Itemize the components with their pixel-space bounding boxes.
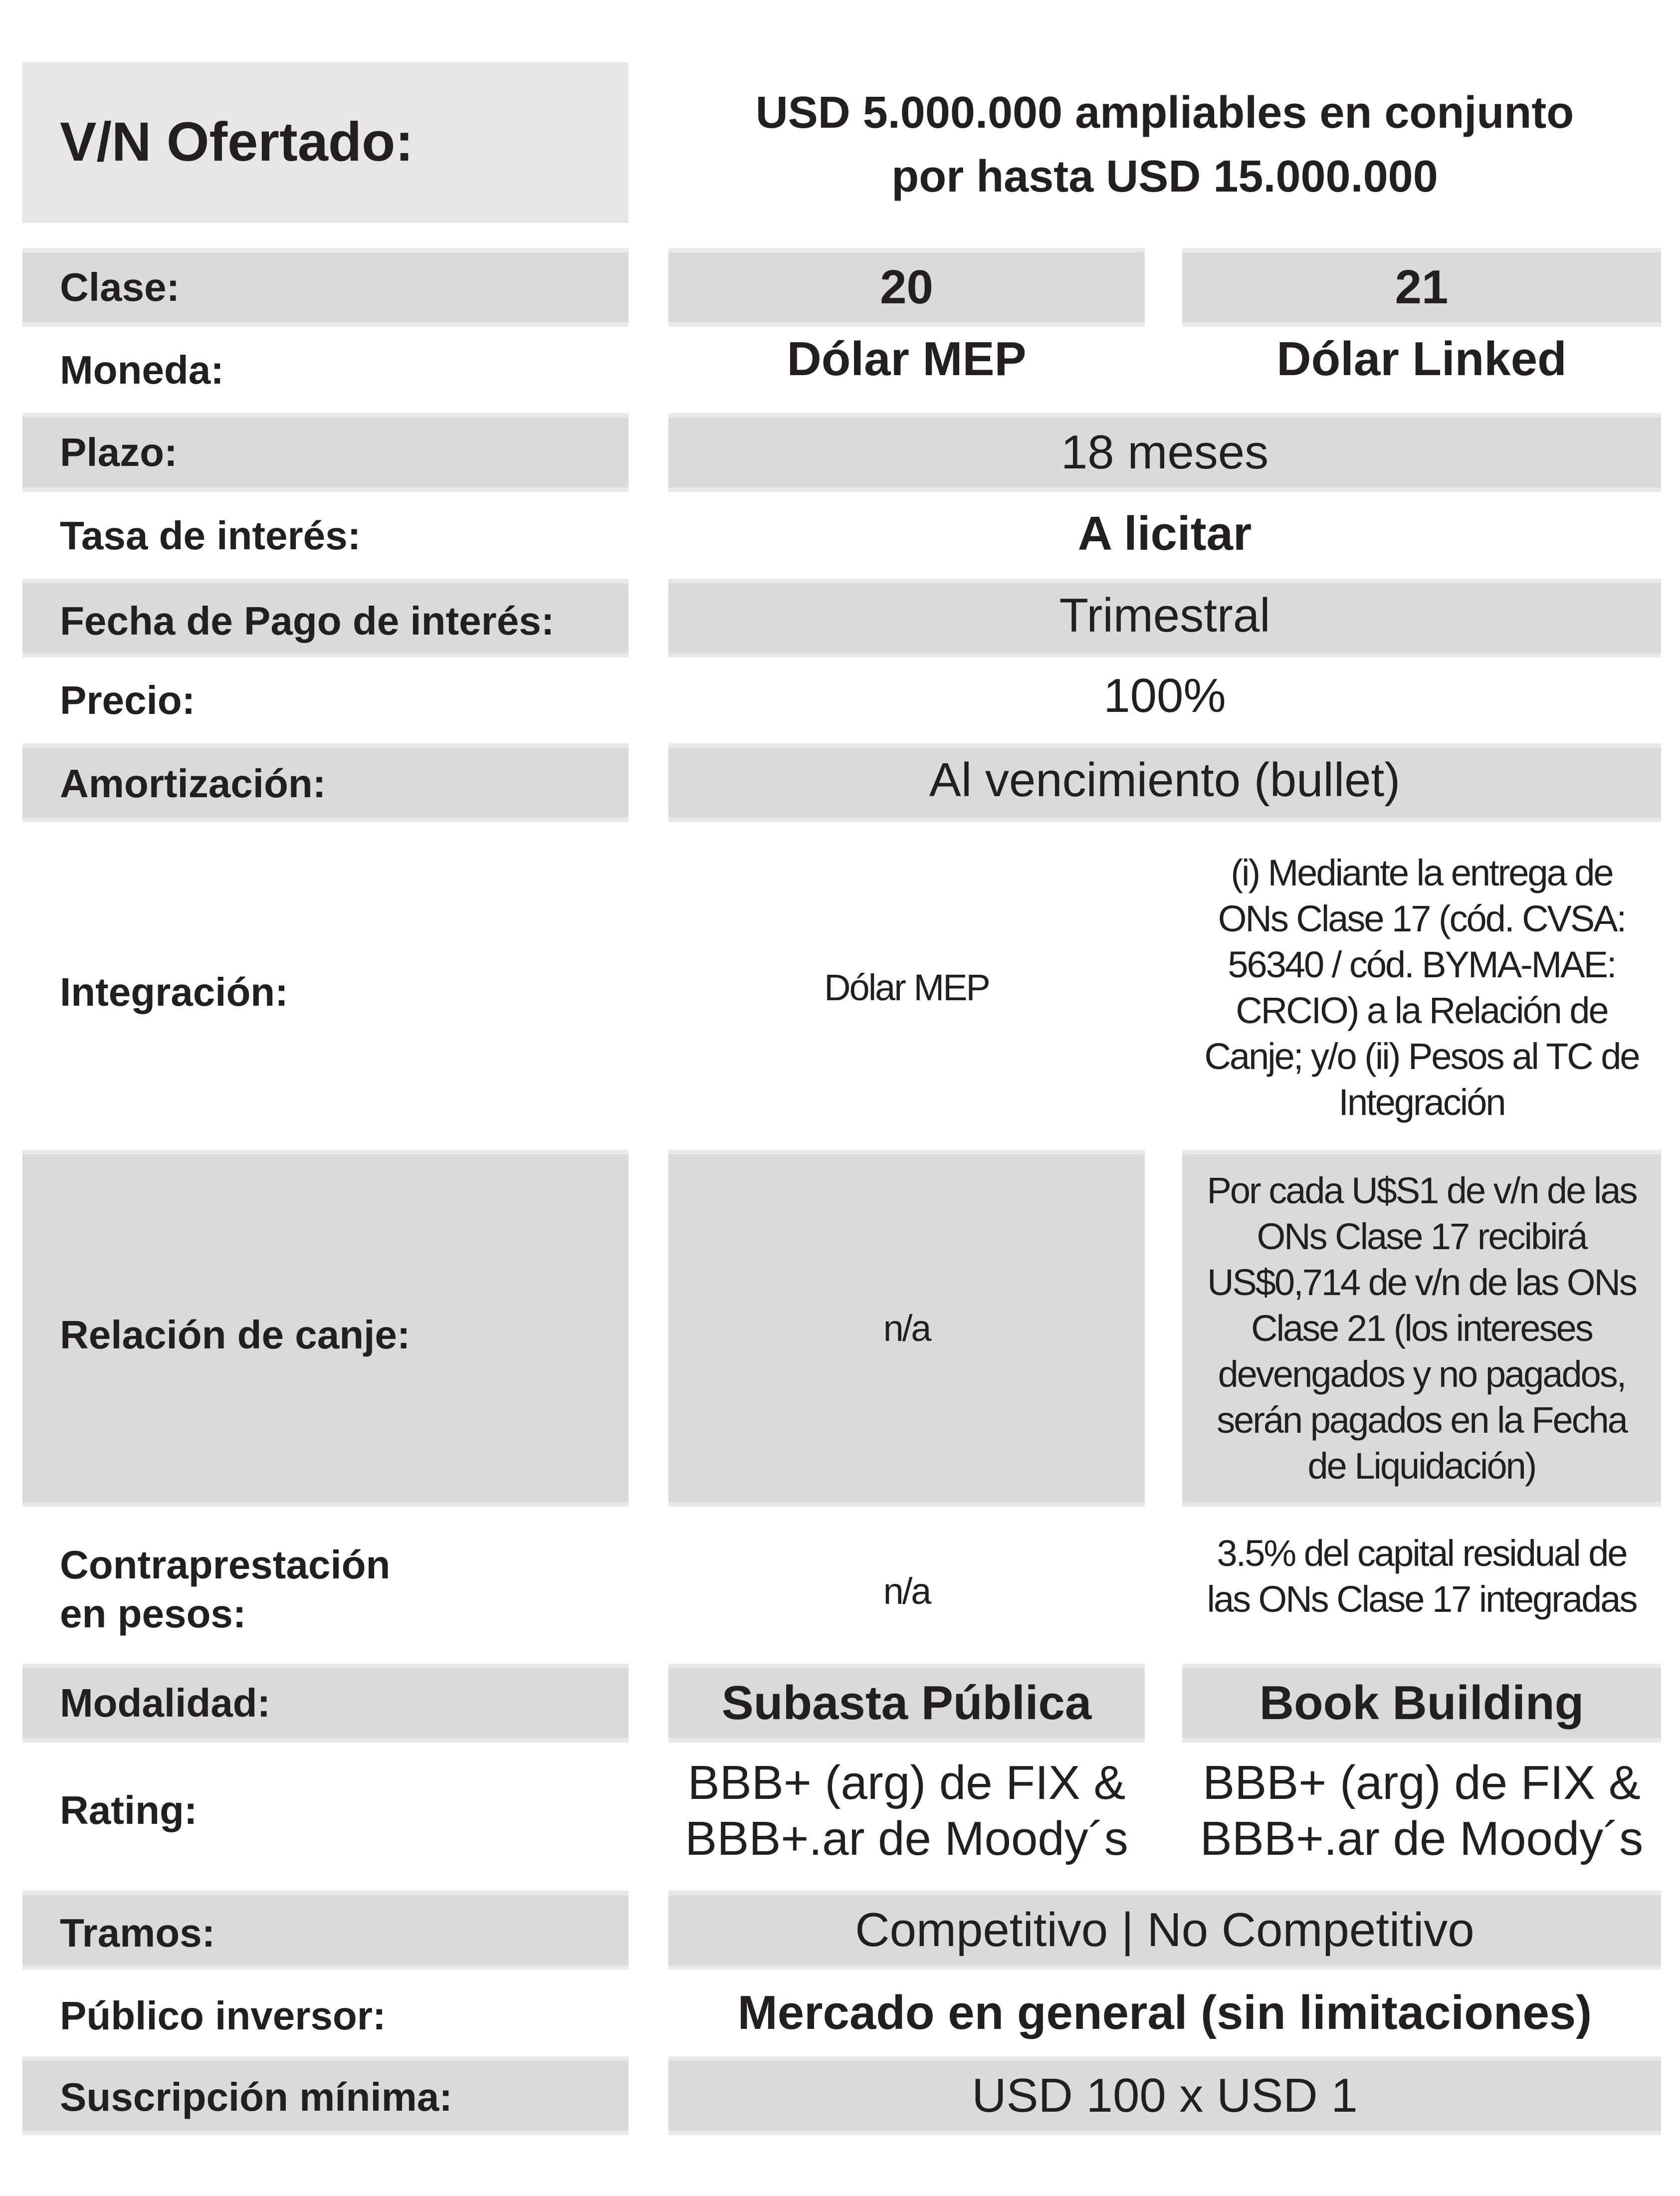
integracion-line: CRCIO) a la Relación de — [1236, 990, 1608, 1031]
relacion-line: US$0,714 de v/n de las ONs — [1207, 1261, 1636, 1303]
clase-21-contraprestacion — [1182, 1527, 1661, 1626]
contraprestacion-line: las ONs Clase 17 integradas — [1207, 1578, 1637, 1620]
label-contraprestacion-line2: en pesos: — [60, 1591, 246, 1636]
label-relacion: Relación de canje: — [60, 1313, 411, 1357]
clase-21-rating — [1182, 1751, 1661, 1871]
label-rating: Rating: — [60, 1788, 198, 1832]
tramos-value: Competitivo | No Competitivo — [855, 1903, 1474, 1957]
integracion-line: Canje; y/o (ii) Pesos al TC de — [1204, 1036, 1639, 1077]
label-fecha-pago: Fecha de Pago de interés: — [60, 599, 555, 643]
header-value-line1: USD 5.000.000 ampliables en conjunto — [755, 88, 1574, 138]
clase-21-moneda: Dólar Linked — [1276, 332, 1567, 386]
clase-21-integracion — [1182, 848, 1661, 1127]
clase-21-relacion — [1182, 1155, 1661, 1502]
contraprestacion-line: 3.5% del capital residual de — [1217, 1533, 1627, 1574]
clase-21-modalidad: Book Building — [1259, 1676, 1584, 1730]
clase-20-relacion: n/a — [883, 1307, 930, 1349]
plazo-value: 18 meses — [1060, 426, 1269, 479]
relacion-line: devengados y no pagados, — [1218, 1353, 1626, 1395]
label-plazo: Plazo: — [60, 430, 178, 474]
publico-value: Mercado en general (sin limitaciones) — [737, 1986, 1592, 2039]
label-integracion: Integración: — [60, 970, 288, 1014]
integracion-line: (i) Mediante la entrega de — [1231, 852, 1613, 893]
clase-21-rating-line2: BBB+.ar de Moody´s — [1200, 1812, 1644, 1865]
header-label: V/N Ofertado: — [60, 111, 414, 173]
tasa-value: A licitar — [1077, 507, 1252, 560]
relacion-line: Clase 21 (los intereses — [1251, 1307, 1592, 1349]
label-clase: Clase: — [60, 265, 180, 309]
label-contraprestacion-line1: Contraprestación — [60, 1542, 391, 1587]
clase-20-rating — [668, 1751, 1145, 1871]
header-value-line2: por hasta USD 15.000.000 — [891, 152, 1438, 202]
precio-value: 100% — [1103, 669, 1226, 722]
label-amortizacion: Amortización: — [60, 761, 326, 806]
label-suscripcion: Suscripción mínima: — [60, 2075, 452, 2119]
clase-20-moneda: Dólar MEP — [787, 332, 1027, 386]
label-tasa: Tasa de interés: — [60, 513, 361, 558]
amortizacion-value: Al vencimiento (bullet) — [929, 753, 1401, 807]
label-publico: Público inversor: — [60, 1993, 386, 2038]
header-value — [668, 80, 1661, 210]
clase-20-contraprestacion: n/a — [883, 1570, 930, 1612]
relacion-line: Por cada U$S1 de v/n de las — [1207, 1169, 1637, 1211]
label-precio: Precio: — [60, 678, 196, 722]
relacion-line: ONs Clase 17 recibirá — [1257, 1215, 1587, 1257]
clase-20-modalidad: Subasta Pública — [721, 1676, 1092, 1730]
relacion-line: de Liquidación) — [1307, 1445, 1536, 1487]
clase-20-number: 20 — [880, 260, 933, 314]
clase-20-rating-line1: BBB+ (arg) de FIX & — [687, 1756, 1126, 1809]
label-tramos: Tramos: — [60, 1911, 215, 1955]
label-contraprestacion — [60, 1540, 390, 1638]
clase-20-rating-line2: BBB+.ar de Moody´s — [685, 1812, 1128, 1865]
clase-21-rating-line1: BBB+ (arg) de FIX & — [1203, 1756, 1641, 1809]
relacion-line: serán pagados en la Fecha — [1217, 1399, 1627, 1441]
integracion-line: ONs Clase 17 (cód. CVSA: — [1218, 898, 1626, 939]
clase-20-integracion: Dólar MEP — [824, 967, 989, 1008]
fecha-pago-value: Trimestral — [1059, 589, 1270, 642]
integracion-line: Integración — [1338, 1082, 1505, 1123]
integracion-line: 56340 / cód. BYMA-MAE: — [1228, 944, 1616, 985]
label-moneda: Moneda: — [60, 348, 224, 392]
label-modalidad: Modalidad: — [60, 1681, 271, 1725]
suscripcion-value: USD 100 x USD 1 — [972, 2069, 1358, 2122]
clase-21-number: 21 — [1395, 260, 1449, 314]
